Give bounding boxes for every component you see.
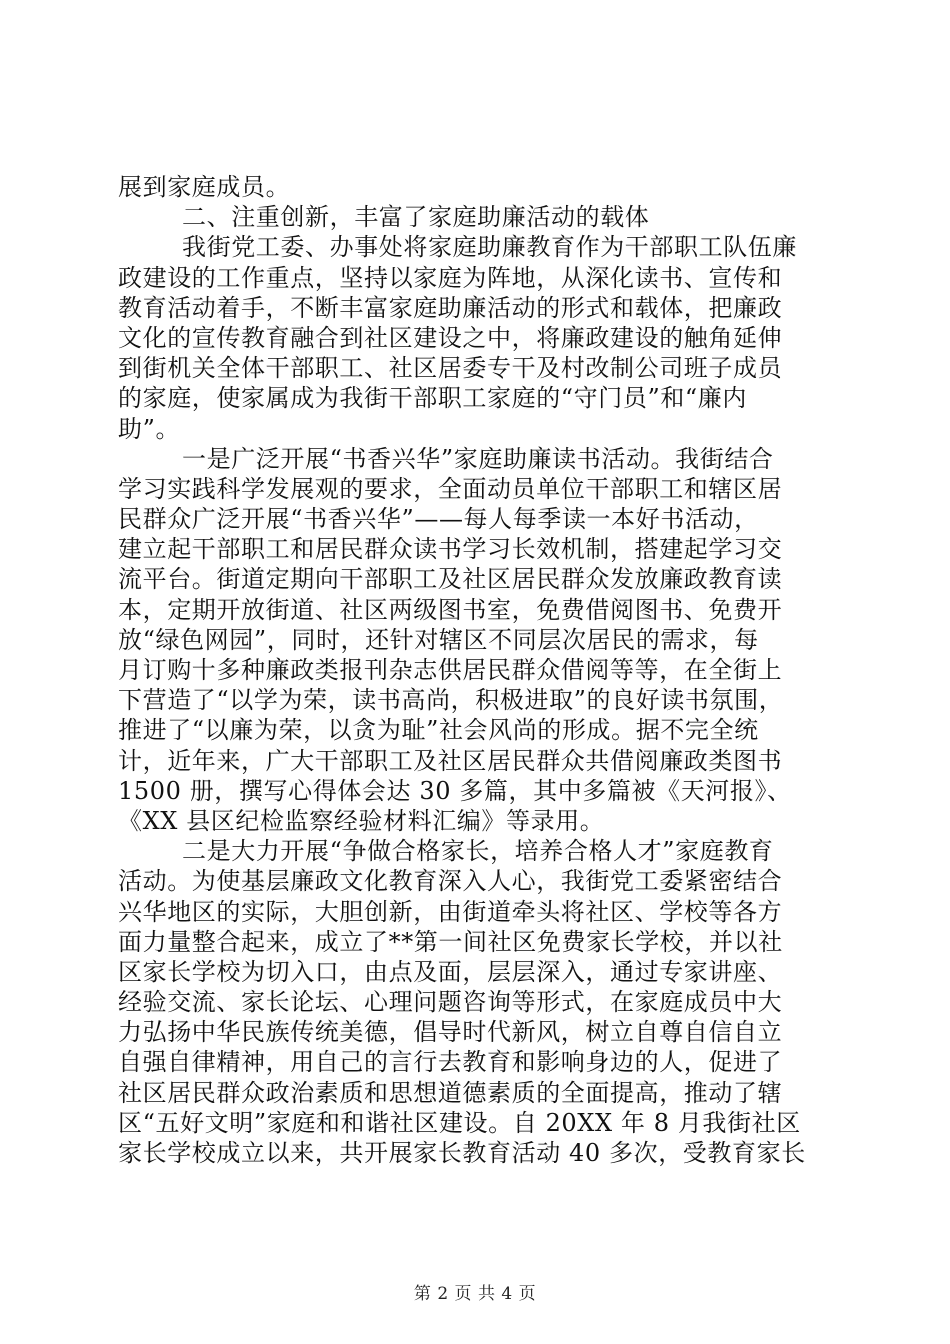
text-line: 民群众广泛开展“书香兴华”——每人每季读一本好书活动， xyxy=(118,505,759,534)
text-line: 展到家庭成员。 xyxy=(118,173,291,201)
text-line: 我街党工委、办事处将家庭助廉教育作为干部职工队伍廉 xyxy=(182,233,797,262)
text-line: 二、注重创新，丰富了家庭助廉活动的载体 xyxy=(182,203,650,232)
text-line: 区家长学校为切入口，由点及面，层层深入，通过专家讲座、 xyxy=(118,957,783,986)
text-line: 政建设的工作重点，坚持以家庭为阵地，从深化读书、宣传和 xyxy=(118,263,783,292)
text-line: 学习实践科学发展观的要求，全面动员单位干部职工和辖区居 xyxy=(118,474,783,503)
text-line: 流平台。街道定期向干部职工及社区居民群众发放廉政教育读 xyxy=(118,565,783,594)
text-line: 的家庭，使家属成为我街干部职工家庭的“守门员”和“廉内 xyxy=(118,384,748,413)
text-line: 社区居民群众政治素质和思想道德素质的全面提高，推动了辖 xyxy=(118,1078,783,1107)
text-line: 区“五好文明”家庭和和谐社区建设。自 20XX 年 8 月我街社区 xyxy=(118,1108,801,1137)
text-line: 月订购十多种廉政类报刊杂志供居民群众借阅等等，在全街上 xyxy=(118,656,783,684)
text-line: 文化的宣传教育融合到社区建设之中，将廉政建设的触角延伸 xyxy=(118,323,783,352)
text-line: 兴华地区的实际，大胆创新，由街道牵头将社区、学校等各方 xyxy=(118,897,783,926)
text-line: 一是广泛开展“书香兴华”家庭助廉读书活动。我街结合 xyxy=(182,444,774,473)
text-line: 自强自律精神，用自己的言行去教育和影响身边的人，促进了 xyxy=(118,1048,783,1077)
text-line: 面力量整合起来，成立了**第一间社区免费家长学校，并以社 xyxy=(118,927,783,956)
text-line: 活动。为使基层廉政文化教育深入人心，我街党工委紧密结合 xyxy=(118,867,783,896)
text-line: 到街机关全体干部职工、社区居委专干及村改制公司班子成员 xyxy=(118,354,783,383)
page-footer: 第 2 页 共 4 页 xyxy=(413,1284,537,1304)
text-line: 力弘扬中华民族传统美德，倡导时代新风，树立自尊自信自立 xyxy=(118,1018,783,1047)
text-line: 推进了“以廉为荣，以贪为耻”社会风尚的形成。据不完全统 xyxy=(118,716,759,745)
text-line: 放“绿色网园”，同时，还针对辖区不同层次居民的需求，每 xyxy=(118,625,759,654)
text-line: 《XX 县区纪检监察经验材料汇编》等录用。 xyxy=(118,806,605,835)
text-line: 下营造了“以学为荣，读书高尚，积极进取”的良好读书氛围， xyxy=(118,686,784,715)
text-line: 计，近年来，广大干部职工及社区居民群众共借阅廉政类图书 xyxy=(118,746,783,775)
text-line: 助”。 xyxy=(118,414,181,443)
text-line: 经验交流、家长论坛、心理问题咨询等形式，在家庭成员中大 xyxy=(118,988,783,1017)
text-line: 家长学校成立以来，共开展家长教育活动 40 多次，受教育家长 xyxy=(118,1139,806,1167)
text-line: 建立起干部职工和居民群众读书学习长效机制，搭建起学习交 xyxy=(118,535,783,564)
text-line: 1500 册，撰写心得体会达 30 多篇，其中多篇被《天河报》、 xyxy=(118,776,792,805)
text-line: 本，定期开放街道、社区两级图书室，免费借阅图书、免费开 xyxy=(118,595,783,624)
text-line: 教育活动着手，不断丰富家庭助廉活动的形式和载体，把廉政 xyxy=(118,293,783,322)
document-body xyxy=(118,172,836,1168)
text-line: 二是大力开展“争做合格家长，培养合格人才”家庭教育 xyxy=(182,837,774,866)
